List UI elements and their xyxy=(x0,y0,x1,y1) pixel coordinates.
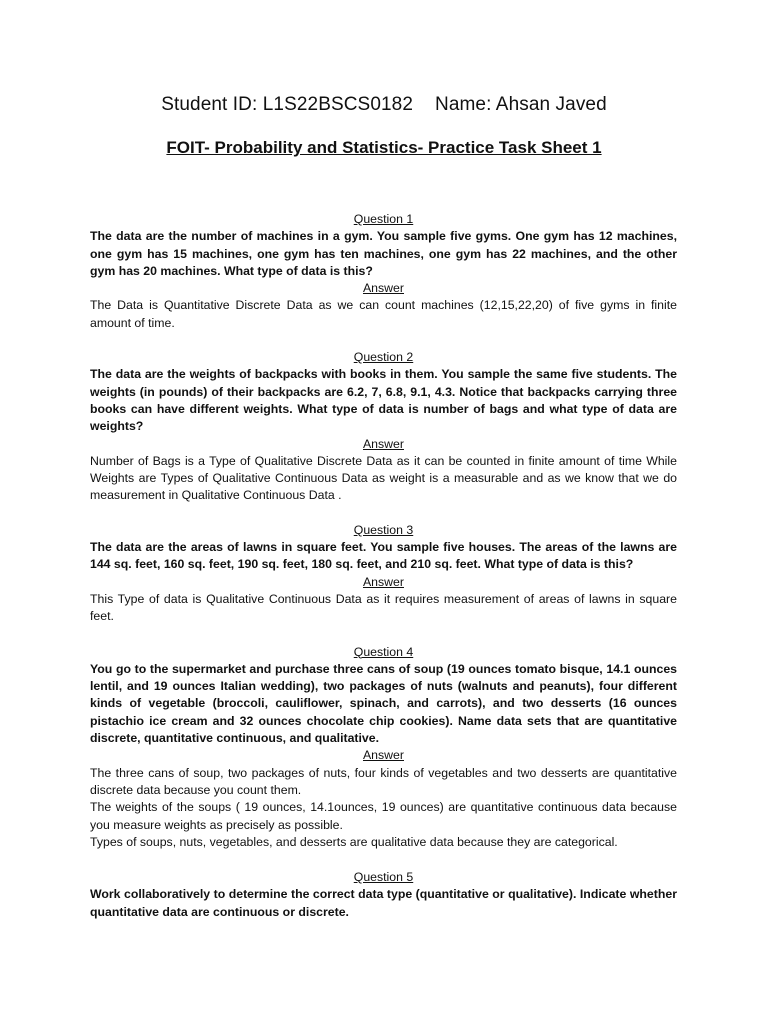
question-text: You go to the supermarket and purchase three cans of soup (19 ounces tomato bisque, 14.1 ounces lentil, and 19 ounces Italian wedding), two packages of nuts (walnuts and peanuts), four different kinds of vegetable (broccoli, cauliflower, spinach, and carrots), and two desserts (16 ounces pistachio ice cream and 32 ounces chocolate chip cookies). Name data sets that are quantitative discrete, quantitative continuous, and qualitative. xyxy=(90,661,677,746)
answer-heading: Answer xyxy=(362,748,404,763)
question-block-2 xyxy=(90,349,677,505)
answer-heading: Answer xyxy=(362,574,404,589)
answer-heading: Answer xyxy=(362,436,404,451)
answer-text: The Data is Quantitative Discrete Data as we can count machines (12,15,22,20) of five gyms in finite amount of time. xyxy=(90,298,677,330)
question-text: The data are the weights of backpacks with books in them. You sample the same five students. The weights (in pounds) of their backpacks are 6.2, 7, 6.8, 9.1, 4.3. Notice that backpacks carrying three books can have different weights. What type of data is number of bags and what type of data are weights? xyxy=(90,367,677,434)
question-heading: Question 2 xyxy=(353,350,414,365)
question-heading: Question 3 xyxy=(353,522,414,537)
student-info-line xyxy=(0,94,768,116)
answer-text: The three cans of soup, two packages of nuts, four kinds of vegetables and two desserts are quantitative discrete data because you count them. xyxy=(90,765,677,797)
answer-text: Number of Bags is a Type of Qualitative Discrete Data as it can be counted in finite amount of time While Weights are Types of Qualitative Continuous Data as weight is a measurable and as we know that we do measurement in Qualitative Continuous Data . xyxy=(90,453,677,503)
sheet-title: FOIT- Probability and Statistics- Practice Task Sheet 1 xyxy=(166,138,602,157)
answer-text: Types of soups, nuts, vegetables, and desserts are qualitative data because they are categorical. xyxy=(90,834,618,849)
answer-heading: Answer xyxy=(362,281,404,296)
question-heading: Question 5 xyxy=(353,870,414,885)
question-text: Work collaboratively to determine the correct data type (quantitative or qualitative). Indicate whether quantitative data are continuous or discrete. xyxy=(90,887,677,919)
question-heading: Question 1 xyxy=(353,212,414,226)
question-text: The data are the number of machines in a gym. You sample five gyms. One gym has 12 machines, one gym has 15 machines, one gym has ten machines, one gym has 22 machines, and the other gym has 20 machines. What type of data is this? xyxy=(90,229,677,278)
question-text: The data are the areas of lawns in square feet. You sample five houses. The areas of the lawns are 144 sq. feet, 160 sq. feet, 190 sq. feet, 180 sq. feet, and 210 sq. feet. What type of data is this? xyxy=(90,540,677,572)
question-block-5 xyxy=(90,869,677,921)
answer-text: The weights of the soups ( 19 ounces, 14.1ounces, 19 ounces) are quantitative continuous data because you measure weights as precisely as possible. xyxy=(90,800,677,832)
student-id: Student ID: L1S22BSCS0182 xyxy=(161,94,414,115)
question-block-1 xyxy=(90,211,677,332)
student-name: Name: Ahsan Javed xyxy=(435,94,607,115)
question-block-4 xyxy=(90,644,677,852)
question-block-3 xyxy=(90,522,677,626)
question-heading: Question 4 xyxy=(353,644,414,659)
questions-section xyxy=(90,211,677,939)
answer-text: This Type of data is Qualitative Continuous Data as it requires measurement of areas of lawns in square feet. xyxy=(90,591,677,624)
